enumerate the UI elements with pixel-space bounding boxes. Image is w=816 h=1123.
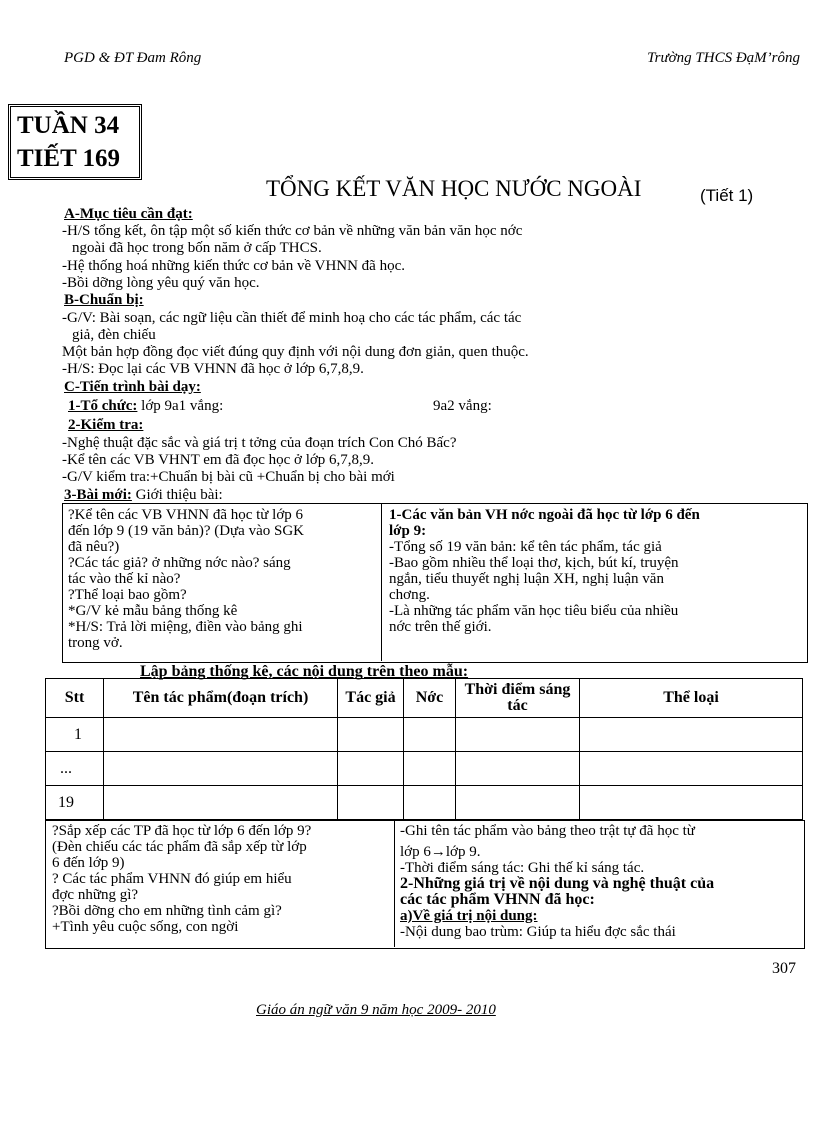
box1-left <box>68 507 304 651</box>
box2-left-line: (Đèn chiếu các tác phẩm đã sắp xếp từ lớp <box>52 839 307 855</box>
new-lesson-line <box>64 487 223 504</box>
check-line: -Nghệ thuật đặc sắc và giá trị t tởng của đoạn trích Con Chó Bấc? <box>62 435 457 451</box>
section-a-line: -Hệ thống hoá những kiến thức cơ bản về VHNN đã học. <box>62 258 406 274</box>
col-country: Nớc <box>404 679 456 718</box>
box2-right <box>400 823 714 940</box>
box1-right-heading: 1-Các văn bản VH nớc ngoài đã học từ lớp 6 đến <box>389 507 700 523</box>
box1-left-line: tác vào thế kỉ nào? <box>68 571 181 587</box>
box1-right-line: -Bao gồm nhiều thể loại thơ, kịch, bút kí, truyện <box>389 555 679 571</box>
box1-right-line: ngắn, tiểu thuyết nghị luận XH, nghị luận văn <box>389 571 664 587</box>
col-author: Tác giả <box>338 679 404 718</box>
box1-left-line: đến lớp 9 (19 văn bản)? (Dựa vào SGK <box>68 523 305 539</box>
box-divider <box>394 820 395 947</box>
col-genre: Thể loại <box>580 679 803 718</box>
box1-right-line: -Là những tác phẩm văn học tiêu biểu của nhiều <box>389 603 679 619</box>
box1-right-heading: lớp 9: <box>389 523 427 539</box>
box1-left-line: ?Các tác giả? ở những nớc nào? sáng <box>68 555 291 571</box>
box2-right-line: -Thời điểm sáng tác: Ghi thế kỉ sáng tác. <box>400 860 645 876</box>
box1-left-line: *H/S: Trả lời miệng, điền vào bảng ghi <box>68 619 303 635</box>
header-right: Trường THCS ĐạM’rông <box>647 50 800 66</box>
title-sub: (Tiết 1) <box>700 186 754 205</box>
box1-left-line: trong vở. <box>68 635 123 651</box>
box2-right-line: -Nội dung bao trùm: Giúp ta hiểu đợc sắc thái <box>400 924 676 940</box>
section-a-line: ngoài đã học trong bốn năm ở cấp THCS. <box>72 240 322 256</box>
box2-left-line: ?Bồi dỡng cho em những tình cảm gì? <box>52 903 282 919</box>
section-b-line: -G/V: Bài soạn, các ngữ liệu cần thiết để minh hoạ cho các tác phẩm, các tác <box>62 310 522 326</box>
table-row <box>46 718 803 752</box>
section-b-line: -H/S: Đọc lại các VB VHNN đã học ở lớp 6,7,8,9. <box>62 361 364 377</box>
check-line: -Kể tên các VB VHNT em đã đọc học ở lớp 6,7,8,9. <box>62 452 375 468</box>
box1-left-line: ?Thể loại bao gồm? <box>68 587 187 603</box>
footer: Giáo án ngữ văn 9 năm học 2009- 2010 <box>256 1002 496 1018</box>
col-title: Tên tác phẩm(đoạn trích) <box>104 679 338 718</box>
box2-left-line: ? Các tác phẩm VHNN đó giúp em hiểu <box>52 871 292 887</box>
org-label: 1-Tổ chức: <box>68 398 138 414</box>
box1-left-line: đã nêu?) <box>68 539 120 555</box>
col-stt: Stt <box>46 679 104 718</box>
box1-right-line: -Tổng số 19 văn bản: kể tên tác phẩm, tác giả <box>389 539 662 555</box>
page-title: TỔNG KẾT VĂN HỌC NƯỚC NGOÀI <box>266 176 642 201</box>
box2-left-line: đợc những gì? <box>52 887 139 903</box>
period-label: TIẾT 169 <box>17 145 121 172</box>
box2-right-line: -Ghi tên tác phẩm vào bảng theo trật tự đã học từ <box>400 823 695 839</box>
section-b-line: Một bản hợp đồng đọc viết đúng quy định với nội dung đơn giản, quen thuộc. <box>62 344 529 360</box>
box2-right-heading: các tác phẩm VHNN đã học: <box>400 891 595 908</box>
box1-right-line: chơng. <box>389 587 430 603</box>
section-a-heading: A-Mục tiêu cần đạt: <box>64 206 193 222</box>
row-stt: 19 <box>46 786 104 820</box>
row-stt: ... <box>46 752 104 786</box>
box2-left <box>52 823 311 935</box>
box1-right <box>389 507 700 635</box>
row-stt: 1 <box>46 718 104 752</box>
box-divider <box>381 503 382 661</box>
section-a-line: -H/S tổng kết, ôn tập một số kiến thức cơ bản về những văn bản văn học nớc <box>62 223 523 239</box>
week-box <box>8 104 142 180</box>
org-a2: 9a2 vắng: <box>433 398 492 414</box>
check-line: -G/V kiểm tra:+Chuẩn bị bài cũ +Chuẩn bị cho bài mới <box>62 469 395 485</box>
new-lesson-text: Giới thiệu bài: <box>131 487 223 503</box>
org-line <box>68 398 223 415</box>
table-caption: Lập bảng thống kê, các nội dung trên theo mẫu: <box>140 663 469 680</box>
section-a-line: -Bồi dỡng lòng yêu quý văn học. <box>62 275 260 291</box>
box2-left-line: +Tình yêu cuộc sống, con ngời <box>52 919 239 935</box>
table-row <box>46 786 803 820</box>
section-b-line: giả, đèn chiếu <box>72 327 156 343</box>
table-row <box>46 752 803 786</box>
check-heading: 2-Kiểm tra: <box>68 417 144 433</box>
section-c-heading: C-Tiến trình bài dạy: <box>64 379 201 395</box>
new-lesson-label: 3-Bài mới: <box>64 487 132 503</box>
box2-right-line: lớp 6→lớp 9. <box>400 844 481 860</box>
week-label: TUẦN 34 <box>17 112 120 139</box>
header-left: PGD & ĐT Đam Rông <box>64 50 202 66</box>
box2-left-line: 6 đến lớp 9) <box>52 855 125 871</box>
section-b-heading: B-Chuẩn bị: <box>64 292 144 308</box>
box2-left-line: ?Sắp xếp các TP đã học từ lớp 6 đến lớp 9? <box>52 823 312 839</box>
col-time: Thời điểm sáng tác <box>456 679 580 718</box>
box1-left-line: ?Kể tên các VB VHNN đã học từ lớp 6 <box>68 507 304 523</box>
box1-left-line: *G/V kẻ mẫu bảng thống kê <box>68 603 238 619</box>
page-number: 307 <box>772 960 796 977</box>
stat-table <box>45 678 803 820</box>
box2-right-heading: 2-Những giá trị về nội dung và nghệ thuật của <box>400 875 715 892</box>
org-a1: lớp 9a1 vắng: <box>137 398 224 414</box>
box2-right-sub: a)Về giá trị nội dung: <box>400 908 538 924</box>
box1-right-line: nớc trên thế giới. <box>389 619 492 635</box>
table-header-row <box>46 679 803 718</box>
